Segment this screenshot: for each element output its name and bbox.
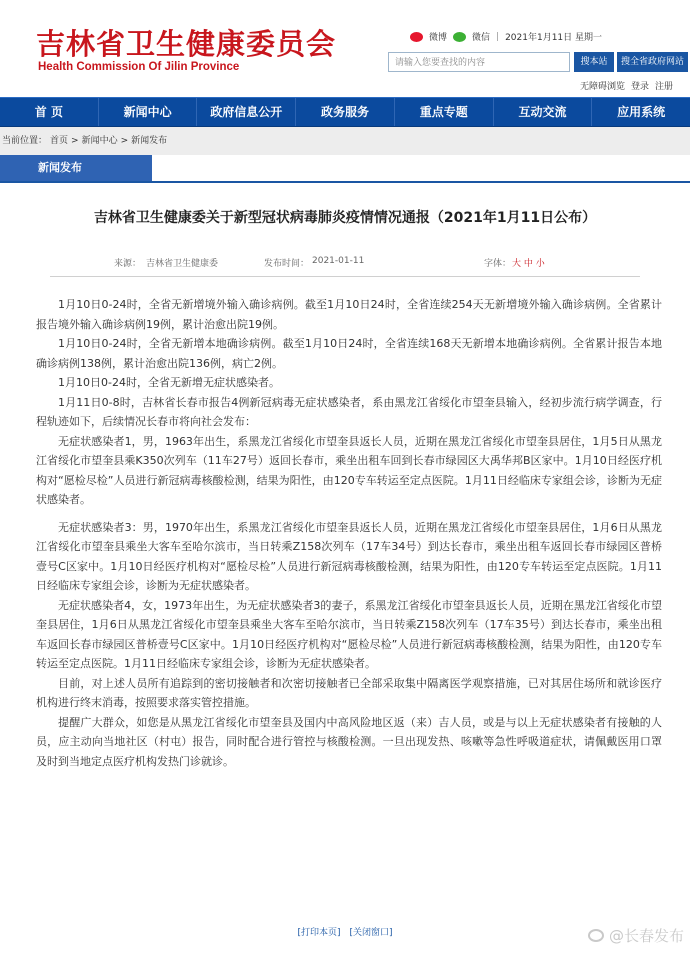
breadcrumb-current[interactable]: 新闻发布	[131, 136, 168, 146]
main-nav	[0, 97, 690, 127]
current-date: 2021年1月11日 星期一	[505, 33, 603, 43]
article-title: 吉林省卫生健康委关于新型冠状病毒肺炎疫情情况通报（2021年1月11日公布）	[93, 210, 597, 226]
article-paragraph: 目前，对上述人员所有追踪到的密切接触者和次密切接触者已全部采取集中隔离医学观察措施，已对其居住场所和就诊医疗机构进行终末消毒，按照要求落实管控措施。	[36, 676, 662, 709]
account-links	[580, 79, 679, 92]
article-paragraph: 1月10日0-24时，全省无新增无症状感染者。	[58, 376, 280, 389]
article-paragraph: 1月11日0-8时，吉林省长春市报告4例新冠病毒无症状感染者，系由黑龙江省绥化市望奎县输入，经初步流行病学调查，行程轨迹如下，后续情况长春市将向社会发布：	[36, 395, 662, 428]
search-all-button[interactable]: 搜全省政府网站	[617, 52, 688, 72]
article-paragraph: 1月10日0-24时，全省无新增本地确诊病例。截至1月10日24时，全省连续168天无新增本地确诊病例。全省累计报告本地确诊病例138例，累计治愈出院136例，病亡2例。	[36, 337, 662, 370]
nav-info-public[interactable]: 政府信息公开	[197, 98, 296, 126]
breadcrumb-separator: >	[120, 136, 129, 146]
site-subtitle: Health Commission Of Jilin Province	[38, 61, 240, 73]
divider: |	[496, 31, 500, 42]
nav-interaction[interactable]: 互动交流	[494, 98, 593, 126]
nav-news[interactable]: 新闻中心	[99, 98, 198, 126]
close-link[interactable]: [关闭窗口]	[349, 928, 393, 938]
print-link[interactable]: [打印本页]	[297, 928, 341, 938]
source-value: 吉林省卫生健康委	[146, 259, 219, 269]
article-paragraph: 无症状感染者1，男，1963年出生，系黑龙江省绥化市望奎县返长人员，近期在黑龙江省绥化市望奎县居住，1月5日从黑龙江省绥化市望奎县乘K350次列车（11车27号）返回长春市，乘坐出租车回到长春市绿园区大禹华邦B区家中。1月10日经医疗机构对“愿检尽检”人员进行新冠病毒核酸检测，结果为阳性，由120专车转运至定点医院。1月11日经临床专家组会诊，诊断为无症状感染者。	[36, 434, 662, 506]
breadcrumb-home[interactable]: 首页	[50, 136, 69, 146]
breadcrumb-news[interactable]: 新闻中心	[81, 136, 118, 146]
font-size-switch[interactable]: 大 中 小	[512, 259, 545, 269]
article-actions	[0, 925, 690, 938]
section-bar	[0, 155, 690, 183]
article-paragraph: 1月10日0-24时，全省无新增境外输入确诊病例。截至1月10日24时，全省连续254天无新增境外输入确诊病例。全省累计报告境外输入确诊病例19例，累计治愈出院19例。	[36, 298, 662, 331]
watermark	[588, 925, 684, 946]
article-paragraph: 无症状感染者3：男，1970年出生，系黑龙江省绥化市望奎县返长人员，近期在黑龙江省绥化市望奎县居住，1月6日从黑龙江省绥化市望奎县乘坐大客车至哈尔滨市，当日转乘Z158次列车（17车34号）到达长春市，乘坐出租车返回长春市绿园区普桥壹号C区家中。1月10日经医疗机构对“愿检尽检”人员进行新冠病毒核酸检测，结果为阳性，由120专车转运至定点医院。1月11日经临床专家组会诊，诊断为无症状感染者。	[36, 520, 662, 592]
nav-services[interactable]: 政务服务	[296, 98, 395, 126]
wechat-icon[interactable]	[453, 32, 466, 42]
meta-divider	[50, 276, 640, 277]
section-tab[interactable]: 新闻发布	[0, 155, 152, 181]
breadcrumb	[0, 127, 690, 155]
nav-topics[interactable]: 重点专题	[395, 98, 494, 126]
weibo-icon	[588, 929, 604, 942]
article-paragraph: 无症状感染者4，女，1973年出生，为无症状感染者3的妻子，系黑龙江省绥化市望奎县返长人员，近期在黑龙江省绥化市望奎县居住，1月6日从黑龙江省绥化市望奎县乘坐大客车至哈尔滨市，当日转乘Z158次列车（17车35号）到达长春市，乘坐出租车返回长春市绿园区普桥壹号C区家中。1月10日经医疗机构对“愿检尽检”人员进行新冠病毒核酸检测，结果为阳性，由120专车转运至定点医院。1月11日经临床专家组会诊，诊断为无症状感染者。	[36, 598, 662, 670]
weibo-link[interactable]: 微博	[429, 33, 448, 43]
article-paragraph: 提醒广大群众，如您是从黑龙江省绥化市望奎县及国内中高风险地区返（来）吉人员，或是与以上无症状感染者有接触的人员，应主动向当地社区（村屯）报告，同时配合进行管控与核酸检测。一旦出现发热、咳嗽等急性呼吸道症状，请佩戴医用口罩及时到当地定点医疗机构发热门诊就诊。	[36, 715, 662, 768]
search-input[interactable]: 请输入您要查找的内容	[388, 52, 570, 72]
nav-apps[interactable]: 应用系统	[617, 105, 666, 119]
wechat-link[interactable]: 微信	[472, 33, 491, 43]
weibo-icon[interactable]	[410, 32, 423, 42]
site-header	[0, 0, 690, 97]
breadcrumb-label: 当前位置：	[2, 136, 48, 146]
article-body	[36, 295, 662, 771]
source-label: 来源：	[114, 259, 142, 269]
accessibility-link[interactable]: 无障碍浏览	[580, 82, 626, 92]
site-title[interactable]: 吉林省卫生健康委员会	[36, 27, 337, 61]
top-links	[410, 30, 602, 43]
time-label: 发布时间：	[264, 259, 310, 269]
login-link[interactable]: 登录	[631, 82, 650, 92]
watermark-text: @长春发布	[609, 927, 685, 945]
font-size-label: 字体：	[484, 259, 512, 269]
nav-home[interactable]: 首 页	[0, 98, 99, 126]
search-site-button[interactable]: 搜本站	[574, 52, 614, 72]
breadcrumb-separator: >	[71, 136, 79, 146]
time-value: 2021-01-11	[312, 256, 365, 266]
register-link[interactable]: 注册	[655, 82, 674, 92]
